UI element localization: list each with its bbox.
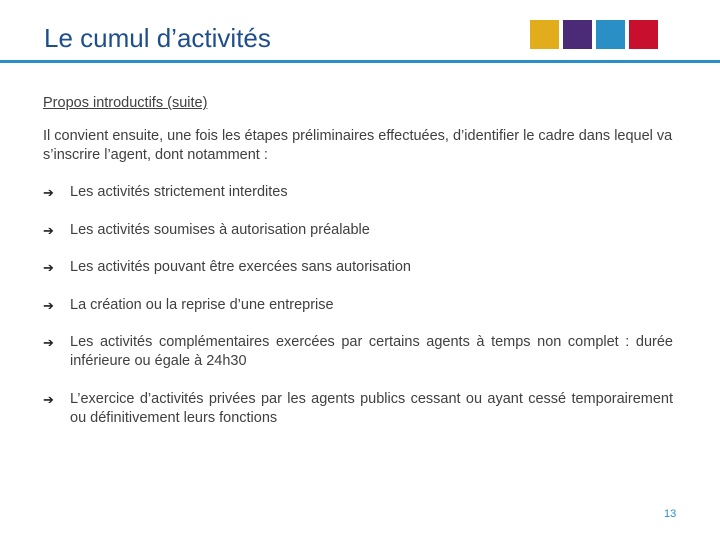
list-item [43, 333, 673, 371]
section-subtitle: Propos introductifs (suite) [43, 95, 208, 111]
list-item [43, 258, 673, 277]
blue-square [596, 20, 625, 49]
bullet-list [43, 183, 673, 428]
bullet-text: Les activités complémentaires exercées par certains agents à temps non complet : durée inférieure ou égale à 24h30 [70, 334, 673, 369]
list-item [43, 390, 673, 428]
arrow-icon: ➔ [43, 222, 54, 238]
list-item [43, 183, 673, 202]
purple-square [563, 20, 592, 49]
list-item [43, 221, 673, 240]
slide-title: Le cumul d’activités [44, 23, 271, 53]
arrow-icon: ➔ [43, 335, 54, 350]
header-divider [0, 60, 720, 63]
list-item [43, 296, 673, 315]
bullet-text: Les activités pouvant être exercées sans autorisation [70, 259, 411, 275]
red-square [629, 20, 658, 49]
arrow-icon: ➔ [43, 297, 54, 313]
arrow-icon: ➔ [43, 260, 54, 275]
bullet-text: Les activités soumises à autorisation préalable [70, 221, 370, 238]
color-squares [530, 20, 658, 49]
bullet-text: L’exercice d’activités privées par les agents publics cessant ou ayant cessé temporairement ou définitivement leurs fonctions [70, 390, 673, 426]
page-number: 13 [664, 508, 677, 520]
intro-paragraph: Il convient ensuite, une fois les étapes préliminaires effectuées, d’identifier le cadre dans lequel va s’inscrire l’agent, dont notamment : [43, 128, 673, 163]
arrow-icon: ➔ [43, 185, 54, 200]
yellow-square [530, 20, 559, 49]
arrow-icon: ➔ [43, 391, 54, 407]
slide-body [43, 94, 673, 446]
bullet-text: Les activités strictement interdites [70, 184, 288, 200]
bullet-text: La création ou la reprise d’une entreprise [70, 296, 334, 313]
